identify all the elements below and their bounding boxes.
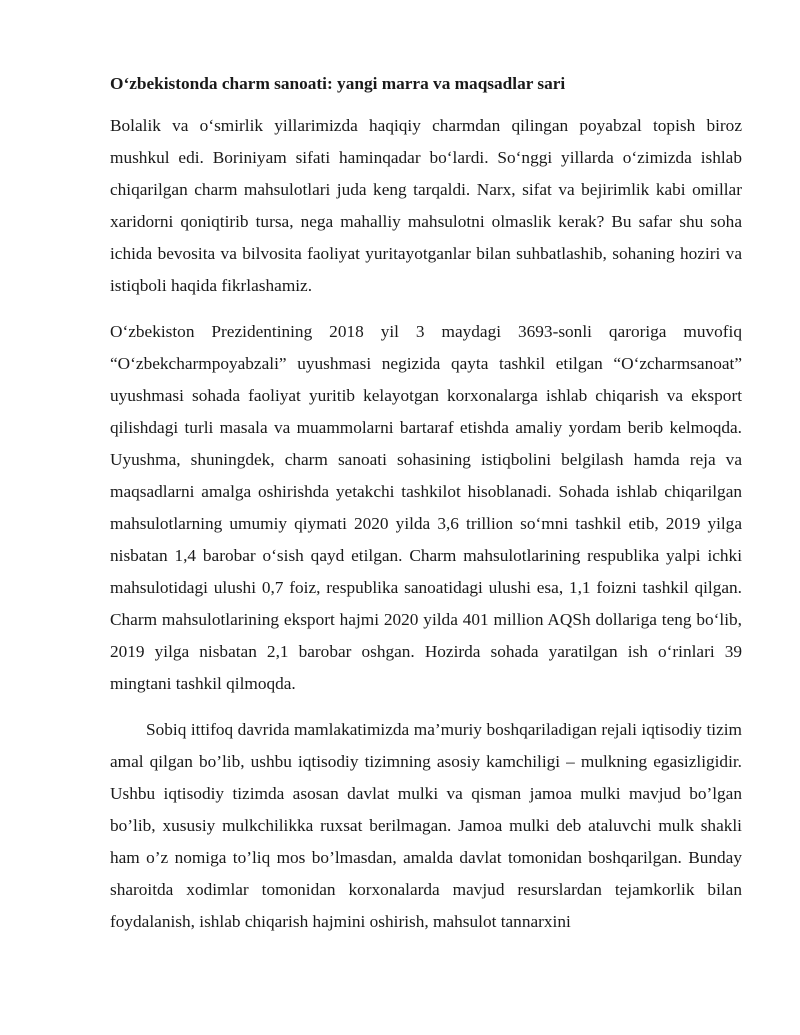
paragraph-intro: Bolalik va o‘smirlik yillarimizda haqiqiy charmdan qilingan poyabzal topish biroz mushkul edi. Boriniyam sifati haminqadar bo‘lardi. So‘nggi yillarda o‘zimizda ishlab chiqarilgan charm mahsulotlari juda keng tarqaldi. Narx, sifat va bejirimlik kabi omillar xaridorni qoniqtirib tursa, nega mahalliy mahsulotni olmaslik kerak? Bu safar shu soha ichida bevosita va bilvosita faoliyat yuritayotganlar bilan suhbatlashib, sohaning hoziri va istiqboli haqida fikrlashamiz. <box>110 116 742 295</box>
document-title: O‘zbekistonda charm sanoati: yangi marra va maqsadlar sari <box>110 74 566 93</box>
paragraph-soviet-era: Sobiq ittifoq davrida mamlakatimizda ma’muriy boshqariladigan rejali iqtisodiy tizim amal qilgan bo’lib, ushbu iqtisodiy tizimning asosiy kamchiligi – mulkning egasizligidir. Ushbu iqtisodiy tizimda asosan davlat mulki va qisman jamoa mulki mavjud bo’lgan bo’lib, xususiy mulkchilikka ruxsat berilmagan. Jamoa mulki deb ataluvchi mulk shakli ham o’z nomiga to’liq mos bo’lmasdan, amalda davlat tomonidan boshqarilgan. Bunday sharoitda xodimlar tomonidan korxonalarda mavjud resurslardan tejamkorlik bilan foydalanish, ishlab chiqarish hajmini oshirish, mahsulot tannarxini <box>110 720 742 931</box>
document-page <box>110 72 742 952</box>
paragraph-association: O‘zbekiston Prezidentining 2018 yil 3 maydagi 3693-sonli qaroriga muvofiq “O‘zbekcharmpoyabzali” uyushmasi negizida qayta tashkil etilgan “O‘zcharmsanoat” uyushmasi sohada faoliyat yuritib kelayotgan korxonalarga ishlab chiqarish va eksport qilishdagi turli masala va muammolarni bartaraf etishda amaliy yordam berib kelmoqda. Uyushma, shuningdek, charm sanoati sohasining istiqbolini belgilash hamda reja va maqsadlarni amalga oshirishda yetakchi tashkilot hisoblanadi. Sohada ishlab chiqarilgan mahsulotlarning umumiy qiymati 2020 yilda 3,6 trillion so‘mni tashkil etib, 2019 yilga nisbatan 1,4 barobar o‘sish qayd etilgan. Charm mahsulotlarining respublika yalpi ichki mahsulotidagi ulushi 0,7 foiz, respublika sanoatidagi ulushi esa, 1,1 foizni tashkil qilgan. Charm mahsulotlarining eksport hajmi 2020 yilda 401 million AQSh dollariga teng bo‘lib, 2019 yilga nisbatan 2,1 barobar oshgan. Hozirda sohada yaratilgan ish o‘rinlari 39 mingtani tashkil qilmoqda. <box>110 322 742 693</box>
